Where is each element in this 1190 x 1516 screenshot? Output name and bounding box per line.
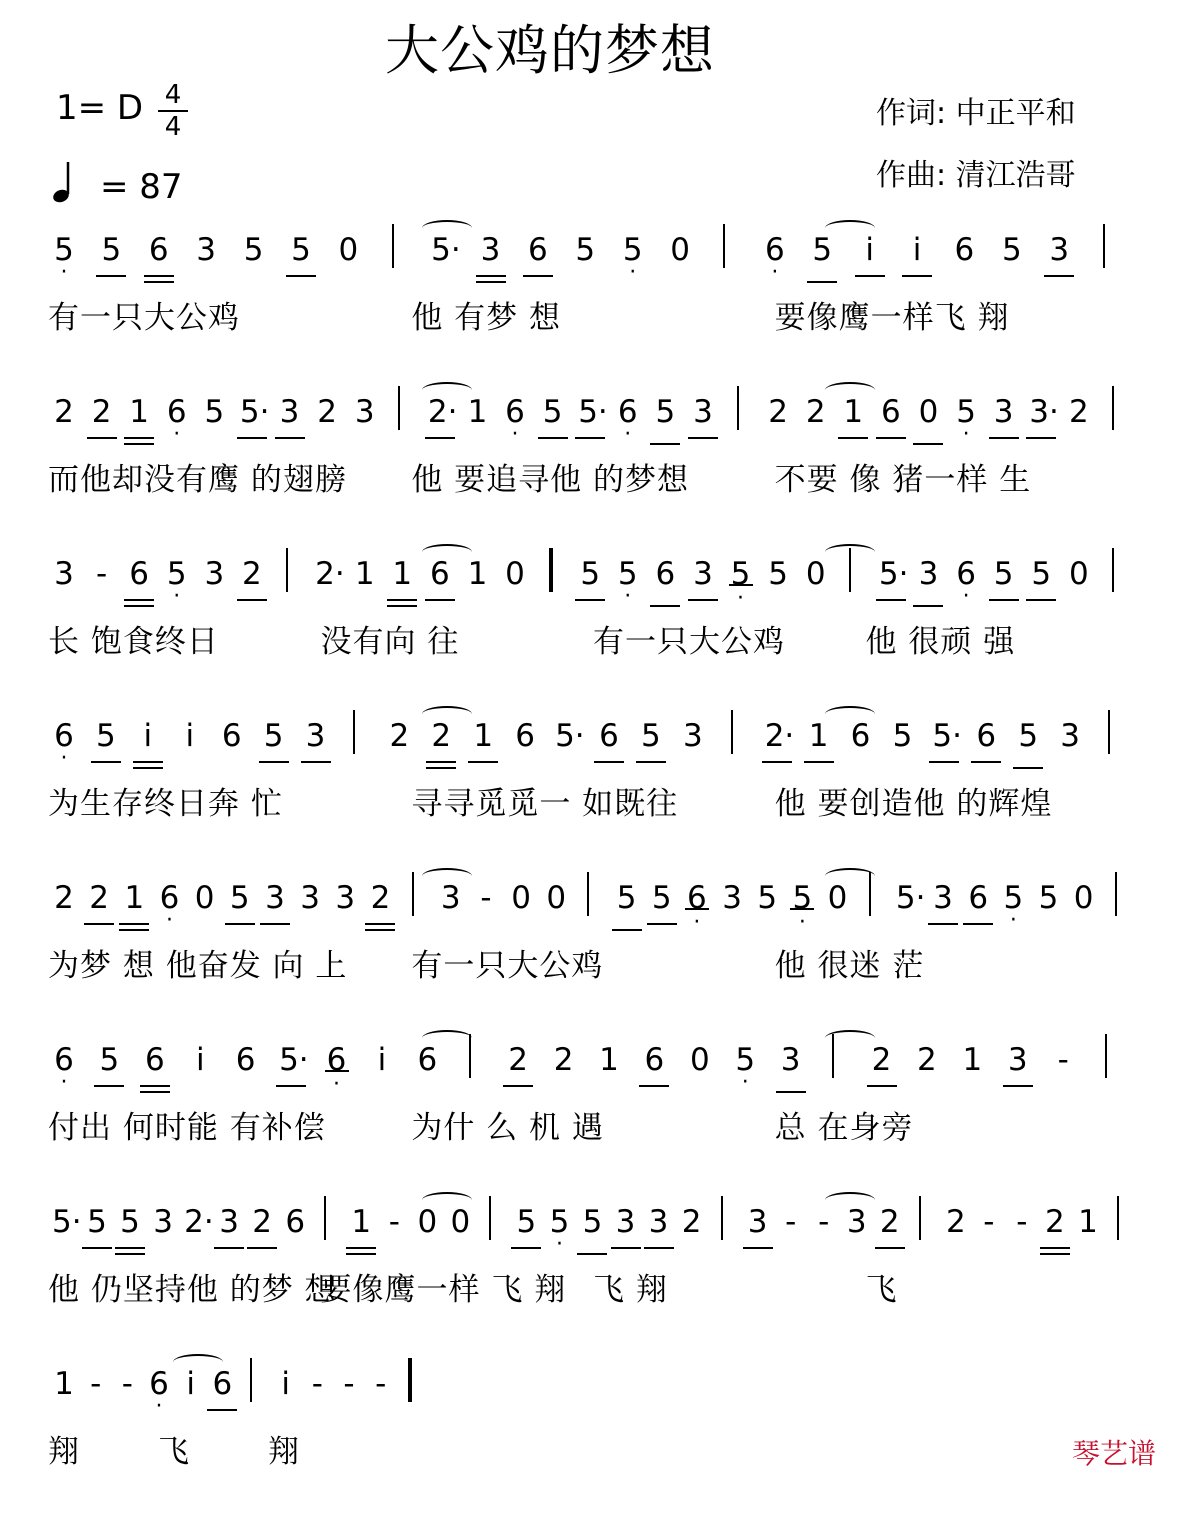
note: 3 xyxy=(440,880,461,916)
bar-line xyxy=(587,872,589,916)
note: 1 xyxy=(354,556,375,592)
note: 6 · xyxy=(165,394,189,430)
note: 6 xyxy=(235,1042,256,1078)
note: 2· xyxy=(184,1204,214,1240)
note: 0 xyxy=(511,880,531,916)
note: 3 xyxy=(278,394,302,430)
note: 1 xyxy=(962,1042,983,1078)
note: 6 xyxy=(210,1366,234,1402)
score-line-8 xyxy=(40,1356,1160,1516)
note: 5 xyxy=(289,232,313,268)
note-row xyxy=(40,222,1160,276)
composer-credit: 作曲: 清江浩哥 xyxy=(876,158,1076,193)
note-row xyxy=(40,384,1160,438)
note: 5 xyxy=(262,718,286,754)
note: i xyxy=(186,1366,195,1402)
score-line-1 xyxy=(40,222,1160,382)
note: 5 · xyxy=(165,556,189,592)
note: 3 xyxy=(196,232,217,268)
bar-line xyxy=(737,386,739,430)
note: 3 xyxy=(691,394,715,430)
bar-line xyxy=(489,1196,491,1240)
note: 2 xyxy=(681,1204,702,1240)
note: i xyxy=(281,1366,290,1402)
note: 6 · xyxy=(147,1366,171,1402)
lyrics-row xyxy=(40,940,1160,988)
note: 5· xyxy=(932,718,962,754)
note: 5 · xyxy=(954,394,978,430)
note: 5 xyxy=(94,718,118,754)
lyric-phrase: 为什 么 机 遇 xyxy=(411,1110,604,1146)
lyric-phrase: 有一只大公鸡 xyxy=(593,624,785,660)
note: 2 xyxy=(368,880,392,916)
quarter-note-icon xyxy=(52,160,74,204)
note: 5 xyxy=(650,880,674,916)
note: 5 xyxy=(639,718,663,754)
note: 5 xyxy=(204,394,225,430)
note: 2 xyxy=(240,556,264,592)
score-line-2 xyxy=(40,384,1160,544)
note: 1 xyxy=(122,880,146,916)
lyric-phrase: 他 很迷 茫 xyxy=(774,948,925,984)
note: 5 · xyxy=(621,232,645,268)
note: 1 xyxy=(54,1366,74,1402)
note: 3 xyxy=(846,1204,867,1240)
note: 6 xyxy=(147,232,171,268)
note: 3 xyxy=(479,232,503,268)
note: 5 xyxy=(228,880,252,916)
slur xyxy=(422,220,472,236)
note: 2 xyxy=(878,1204,902,1240)
bar-line xyxy=(1112,548,1114,592)
note: 3 xyxy=(1047,232,1071,268)
note: 6 xyxy=(850,718,871,754)
repeat-bar-line xyxy=(549,548,553,592)
sustain-dash: - xyxy=(983,1204,995,1240)
lyric-phrase: 翔 xyxy=(48,1434,80,1470)
note: 2 xyxy=(87,880,111,916)
time-signature-top: 4 xyxy=(164,80,182,110)
lyrics-row xyxy=(40,1264,1160,1312)
note: 0 xyxy=(689,1042,710,1078)
bar-line xyxy=(286,548,288,592)
note: 3 xyxy=(300,880,320,916)
tempo-marking xyxy=(52,160,183,207)
bar-line xyxy=(324,1196,326,1240)
bar-line xyxy=(919,1196,921,1240)
note: 3 xyxy=(691,556,715,592)
note: 5 xyxy=(615,880,639,916)
note: 5 · xyxy=(1001,880,1025,916)
note: 6 xyxy=(653,556,677,592)
note: 1 xyxy=(807,718,831,754)
sustain-dash: - xyxy=(785,1204,797,1240)
note: 2· xyxy=(764,718,795,754)
note: 5· xyxy=(239,394,270,430)
slur xyxy=(825,544,875,560)
note: 5 xyxy=(514,1204,538,1240)
note: 6 xyxy=(285,1204,306,1240)
note: 5 xyxy=(580,1204,604,1240)
note: 6 xyxy=(515,718,535,754)
lyric-phrase: 他 有梦 想 xyxy=(411,300,562,336)
note: 5 xyxy=(892,718,913,754)
note: 1 xyxy=(467,394,488,430)
note: 0 xyxy=(827,880,848,916)
note: 2 xyxy=(768,394,788,430)
note: 6 · xyxy=(157,880,181,916)
note: 5 xyxy=(810,232,834,268)
score-line-5 xyxy=(40,870,1160,1030)
note: 2 xyxy=(1068,394,1089,430)
score-line-4 xyxy=(40,708,1160,868)
note: 1 xyxy=(390,556,414,592)
note: 3 xyxy=(153,1204,173,1240)
note: 2 xyxy=(1043,1204,1067,1240)
note: 0 xyxy=(805,556,826,592)
repeat-bar-line xyxy=(408,1358,412,1402)
note: 3 xyxy=(204,556,225,592)
note: 2 xyxy=(805,394,826,430)
note: 6 · xyxy=(954,556,978,592)
score-line-7 xyxy=(40,1194,1160,1354)
lyric-phrase: 飞 xyxy=(158,1434,190,1470)
sustain-dash: - xyxy=(388,1204,400,1240)
note: 2 xyxy=(506,1042,530,1078)
score-line-6 xyxy=(40,1032,1160,1192)
note: 5· xyxy=(895,880,926,916)
note: 5 xyxy=(1029,556,1053,592)
lyric-phrase: 他 要追寻他 的梦想 xyxy=(411,462,690,498)
slur xyxy=(422,1030,472,1046)
sustain-dash: - xyxy=(95,556,108,592)
note: 5 xyxy=(1016,718,1040,754)
note: 5· xyxy=(578,394,608,430)
note: 0 xyxy=(1073,880,1094,916)
note: 6 xyxy=(966,880,990,916)
note: 5 xyxy=(118,1204,142,1240)
note: 5 xyxy=(757,880,778,916)
slur xyxy=(825,382,875,398)
note: 0 xyxy=(546,880,567,916)
note: 5 xyxy=(575,232,596,268)
note: 2· xyxy=(315,556,345,592)
note: 5 · xyxy=(616,556,640,592)
lyric-phrase: 不要 像 猪一样 生 xyxy=(774,462,1032,498)
note: i xyxy=(858,232,882,268)
note: 3 xyxy=(779,1042,803,1078)
note: 2· xyxy=(427,394,458,430)
note: 3· xyxy=(1029,394,1059,430)
note: 3 xyxy=(746,1204,770,1240)
sustain-dash: - xyxy=(1057,1042,1069,1078)
note: 3 xyxy=(354,394,375,430)
lyrics-row xyxy=(40,616,1160,664)
note: i xyxy=(377,1042,387,1078)
note: 1 xyxy=(349,1204,373,1240)
note: 2 xyxy=(553,1042,574,1078)
slur xyxy=(825,1030,875,1046)
note: 6 xyxy=(974,718,998,754)
lyric-phrase: 为梦 想 他奋发 向 上 xyxy=(48,948,348,984)
note: 5 · xyxy=(52,232,76,268)
tempo-value: = 87 xyxy=(100,167,183,207)
note: 1 xyxy=(1078,1204,1098,1240)
note: 5 xyxy=(653,394,677,430)
lyric-phrase: 长 饱食终日 xyxy=(48,624,219,660)
lyric-phrase: 没有向 往 xyxy=(320,624,460,660)
note: 5 · xyxy=(790,880,814,916)
note: 6 xyxy=(143,1042,167,1078)
lyrics-row xyxy=(40,1426,1160,1474)
note: i xyxy=(185,718,195,754)
note: 1 xyxy=(841,394,865,430)
note: 0 xyxy=(338,232,359,268)
bar-line xyxy=(723,224,725,268)
note: 6 xyxy=(642,1042,666,1078)
note: 6 · xyxy=(52,718,76,754)
note: 1 xyxy=(467,556,488,592)
lyric-phrase: 而他却没有鹰 的翅膀 xyxy=(48,462,347,498)
note: 2 xyxy=(90,394,114,430)
lyric-phrase: 他 要创造他 的辉煌 xyxy=(774,786,1053,822)
slur xyxy=(173,1354,223,1370)
slur xyxy=(825,706,875,722)
note: 6 · xyxy=(325,1042,349,1078)
note: 6 xyxy=(954,232,975,268)
slur xyxy=(825,220,875,236)
note: 5 xyxy=(578,556,602,592)
lyric-phrase: 为生存终日奔 忙 xyxy=(48,786,283,822)
note: 5· xyxy=(279,1042,309,1078)
note: 2 xyxy=(389,718,410,754)
note: 6 · xyxy=(503,394,527,430)
note: 5 xyxy=(85,1204,109,1240)
note: 3 xyxy=(1006,1042,1030,1078)
note: 5 · xyxy=(547,1204,571,1240)
note-row xyxy=(40,870,1160,924)
note: 3 xyxy=(335,880,356,916)
lyrics-row xyxy=(40,778,1160,826)
note: 0 xyxy=(194,880,215,916)
note: i xyxy=(136,718,160,754)
note: 2 xyxy=(250,1204,274,1240)
note-row xyxy=(40,1194,1160,1248)
note: 5· xyxy=(431,232,461,268)
song-title: 大公鸡的梦想 xyxy=(385,19,715,82)
note: 1 xyxy=(127,394,151,430)
lyric-phrase: 有一只大公鸡 xyxy=(411,948,604,984)
note: 6 xyxy=(221,718,242,754)
note: 1 xyxy=(471,718,495,754)
note: 2 xyxy=(54,880,74,916)
note: 2 xyxy=(54,394,74,430)
note: 5 xyxy=(1001,232,1022,268)
note: 0 xyxy=(505,556,525,592)
lyric-phrase: 寻寻觅觅一 如既往 xyxy=(411,786,679,822)
lyrics-row xyxy=(40,454,1160,502)
lyric-phrase: 他 仍坚持他 的梦 想 xyxy=(48,1272,337,1308)
sustain-dash: - xyxy=(818,1204,830,1240)
lyric-phrase: 飞 xyxy=(865,1272,898,1308)
note: 3 xyxy=(263,880,287,916)
note: 5 xyxy=(99,232,123,268)
note-row xyxy=(40,546,1160,600)
bar-line xyxy=(392,224,394,268)
lyric-phrase: 他 很顽 强 xyxy=(865,624,1016,660)
bar-line xyxy=(353,710,355,754)
bar-line xyxy=(731,710,733,754)
note: 0 xyxy=(450,1204,471,1240)
note: 6 xyxy=(428,556,452,592)
note: 3 xyxy=(916,556,940,592)
slur xyxy=(825,1192,875,1208)
bar-line xyxy=(1112,386,1114,430)
lyric-phrase: 付出 何时能 有补偿 xyxy=(48,1110,326,1146)
slur xyxy=(422,382,472,398)
note: 2 xyxy=(945,1204,966,1240)
note-row xyxy=(40,1356,1160,1410)
note: 3 xyxy=(722,880,742,916)
sustain-dash: - xyxy=(90,1366,102,1402)
lyrics-row xyxy=(40,1102,1160,1150)
bar-line xyxy=(250,1358,252,1402)
lyrics-row xyxy=(40,292,1160,340)
bar-line xyxy=(1115,872,1117,916)
note: 6 · xyxy=(616,394,640,430)
note: 6 xyxy=(879,394,903,430)
note: 0 xyxy=(670,232,690,268)
bar-line xyxy=(1117,1196,1119,1240)
lyric-phrase: 飞 翔 xyxy=(593,1272,668,1308)
bar-line xyxy=(721,1196,723,1240)
key-signature: 1= D xyxy=(56,88,144,128)
note: 6 · xyxy=(52,1042,76,1078)
note: 5 · xyxy=(733,1042,757,1078)
lyric-phrase: 要像鹰一样 飞 翔 xyxy=(320,1272,567,1308)
slur xyxy=(825,868,875,884)
sustain-dash: - xyxy=(121,1366,133,1402)
slur xyxy=(422,1192,472,1208)
note: 3 xyxy=(647,1204,671,1240)
note: 3 xyxy=(217,1204,241,1240)
note: 5 xyxy=(992,556,1016,592)
note: 3 xyxy=(614,1204,638,1240)
note: i xyxy=(195,1042,205,1078)
bar-line xyxy=(398,386,400,430)
note: 5 xyxy=(1038,880,1059,916)
note-row xyxy=(40,708,1160,762)
sustain-dash: - xyxy=(311,1366,323,1402)
sustain-dash: - xyxy=(375,1366,387,1402)
note-row xyxy=(40,1032,1160,1086)
sustain-dash: - xyxy=(1016,1204,1028,1240)
note: 5· xyxy=(878,556,909,592)
slur xyxy=(422,706,472,722)
note: 5 xyxy=(541,394,565,430)
note: 3 xyxy=(682,718,703,754)
note: 5· xyxy=(555,718,585,754)
lyric-phrase: 总 在身旁 xyxy=(774,1110,914,1146)
note: 0 xyxy=(417,1204,438,1240)
lyricist-credit: 作词: 中正平和 xyxy=(876,96,1076,131)
note: 1 xyxy=(599,1042,619,1078)
note: 0 xyxy=(1068,556,1089,592)
bar-line xyxy=(1108,710,1110,754)
note: 3 xyxy=(931,880,955,916)
slur xyxy=(422,868,472,884)
note: 5 xyxy=(97,1042,121,1078)
note: 3 xyxy=(304,718,328,754)
time-signature xyxy=(158,82,188,140)
time-signature-bottom: 4 xyxy=(164,112,182,142)
bar-line xyxy=(1103,224,1105,268)
note: 0 xyxy=(916,394,940,430)
note: 6 xyxy=(127,556,151,592)
slur xyxy=(422,544,472,560)
note: 5 xyxy=(243,232,264,268)
note: 6 xyxy=(526,232,550,268)
score-line-3 xyxy=(40,546,1160,706)
site-watermark: 琴艺谱 xyxy=(1071,1437,1156,1470)
note: 2 xyxy=(917,1042,937,1078)
lyric-phrase: 要像鹰一样飞 翔 xyxy=(774,300,1010,336)
note: 3 xyxy=(992,394,1016,430)
note: i xyxy=(905,232,929,268)
note: 2 xyxy=(317,394,337,430)
sustain-dash: - xyxy=(480,880,492,916)
bar-line xyxy=(1105,1034,1107,1078)
note: 3 xyxy=(1060,718,1080,754)
note: 6 · xyxy=(685,880,709,916)
bar-line xyxy=(412,872,414,916)
note: 5· xyxy=(52,1204,82,1240)
lyric-phrase: 翔 xyxy=(268,1434,300,1470)
note: 5 · xyxy=(729,556,753,592)
note: 3 xyxy=(54,556,74,592)
note: 6 xyxy=(597,718,621,754)
note: 6 · xyxy=(763,232,787,268)
sustain-dash: - xyxy=(343,1366,355,1402)
note: 6 xyxy=(417,1042,438,1078)
lyric-phrase: 有一只大公鸡 xyxy=(48,300,240,336)
note: 2 xyxy=(429,718,453,754)
note: 5 xyxy=(768,556,788,592)
note: 2 xyxy=(870,1042,894,1078)
